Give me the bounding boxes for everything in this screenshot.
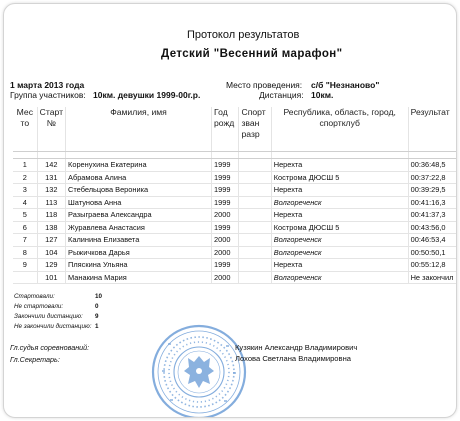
stat-value: 1 [95, 323, 99, 330]
cell-bib: 129 [37, 259, 65, 272]
cell-region: Волгореченск [271, 234, 408, 247]
cell-result: 00:46:53,4 [408, 234, 456, 247]
cell-rank [239, 171, 271, 184]
cell-year: 2000 [212, 234, 239, 247]
group-label: Группа участников: [10, 90, 86, 100]
stat-value: 9 [95, 313, 99, 320]
cell-name: Стебельцова Вероника [66, 184, 212, 197]
cell-place [13, 271, 37, 284]
stat-label: Стартовали: [14, 293, 55, 300]
event-name: Детский "Весенний марафон" [161, 48, 343, 60]
document-frame [3, 3, 457, 418]
cell-place: 8 [13, 246, 37, 259]
cell-result: 00:41:37,3 [408, 209, 456, 222]
cell-rank [239, 221, 271, 234]
cell-year: 1999 [212, 259, 239, 272]
venue-label: Место проведения: [226, 80, 303, 90]
cell-name: Журавлева Анастасия [66, 221, 212, 234]
cell-year: 1999 [212, 184, 239, 197]
cell-result: 00:55:12,8 [408, 259, 456, 272]
cell-region: Нерехта [271, 159, 408, 172]
cell-place: 4 [13, 196, 37, 209]
table-row [13, 159, 456, 172]
cell-place: 9 [13, 259, 37, 272]
cell-place: 7 [13, 234, 37, 247]
cell-bib: 132 [37, 184, 65, 197]
cell-place: 5 [13, 209, 37, 222]
cell-rank [239, 159, 271, 172]
table-row [13, 171, 456, 184]
stat-value: 0 [95, 303, 99, 310]
cell-name: Манакина Мария [66, 271, 212, 284]
cell-result: 00:37:22,8 [408, 171, 456, 184]
event-date: 1 марта 2013 года [10, 80, 85, 90]
stat-label: Закончили дистанцию: [14, 313, 83, 320]
table-row [13, 271, 456, 284]
cell-year: 2000 [212, 209, 239, 222]
cell-rank [239, 209, 271, 222]
col-header-region: Республика, область, город, спортклуб [271, 107, 408, 152]
cell-bib: 142 [37, 159, 65, 172]
cell-year: 1999 [212, 171, 239, 184]
cell-bib: 118 [37, 209, 65, 222]
cell-bib: 113 [37, 196, 65, 209]
cell-rank [239, 234, 271, 247]
cell-name: Рыжичкова Дарья [66, 246, 212, 259]
cell-name: Разыграева Александра [66, 209, 212, 222]
col-header-rank: Спорт зван разр [239, 107, 271, 152]
cell-year: 1999 [212, 196, 239, 209]
distance-label: Дистанция: [259, 90, 304, 100]
cell-name: Абрамова Алина [66, 171, 212, 184]
table-spacer-row [13, 152, 456, 159]
secretary-name: Лохова Светлана Владимировна [235, 354, 351, 363]
cell-region: Нерехта [271, 259, 408, 272]
table-header-row [13, 107, 456, 152]
stat-label: Не закончили дистанцию: [14, 323, 92, 330]
cell-place: 1 [13, 159, 37, 172]
cell-rank [239, 196, 271, 209]
table-row [13, 246, 456, 259]
cell-bib: 131 [37, 171, 65, 184]
cell-result: 00:36:48,5 [408, 159, 456, 172]
table-row [13, 184, 456, 197]
cell-result: Не закончил [408, 271, 456, 284]
seal-lettering [248, 323, 249, 324]
judge-name: Кузякин Александр Владимирович [235, 343, 358, 352]
cell-result: 00:41:16,3 [408, 196, 456, 209]
col-header-bib: Старт № [37, 107, 65, 152]
cell-region: Кострома ДЮСШ 5 [271, 221, 408, 234]
distance-value: 10км. [311, 90, 334, 100]
stat-value: 10 [95, 293, 103, 300]
cell-year: 2000 [212, 246, 239, 259]
cell-result: 00:50:50,1 [408, 246, 456, 259]
cell-region: Волгореченск [271, 196, 408, 209]
cell-region: Волгореченск [271, 271, 408, 284]
col-header-place: Мес то [13, 107, 37, 152]
col-header-result: Результат [408, 107, 456, 152]
seal-stamp-image [150, 323, 248, 418]
cell-place: 3 [13, 184, 37, 197]
table-row [13, 209, 456, 222]
cell-year: 1999 [212, 159, 239, 172]
col-header-name: Фамилия, имя [66, 107, 212, 152]
judge-label: Гл.судья соревнований: [10, 343, 90, 352]
cell-year: 1999 [212, 221, 239, 234]
results-sheet [4, 4, 456, 417]
cell-name: Шатунова Анна [66, 196, 212, 209]
document-title: Протокол результатов [187, 29, 300, 41]
cell-rank [239, 259, 271, 272]
table-row [13, 196, 456, 209]
venue-value: с/б "Незнаново" [311, 80, 380, 90]
group-value: 10км. девушки 1999-00г.р. [93, 90, 201, 100]
cell-bib: 138 [37, 221, 65, 234]
table-row [13, 259, 456, 272]
cell-result: 00:43:56,0 [408, 221, 456, 234]
cell-rank [239, 246, 271, 259]
cell-region: Волгореченск [271, 246, 408, 259]
cell-name: Коренухина Екатерина [66, 159, 212, 172]
cell-result: 00:39:29,5 [408, 184, 456, 197]
official-seal [150, 323, 248, 418]
cell-region: Нерехта [271, 209, 408, 222]
cell-name: Пляскина Ульяна [66, 259, 212, 272]
cell-place: 6 [13, 221, 37, 234]
cell-place: 2 [13, 171, 37, 184]
table-row [13, 234, 456, 247]
cell-rank [239, 271, 271, 284]
stat-label: Не стартовали: [14, 303, 64, 310]
col-header-year: Год рожд [212, 107, 239, 152]
table-row [13, 221, 456, 234]
cell-year: 2000 [212, 271, 239, 284]
cell-rank [239, 184, 271, 197]
secretary-label: Гл.Секретарь: [10, 355, 60, 364]
cell-name: Калинина Елизавета [66, 234, 212, 247]
cell-region: Кострома ДЮСШ 5 [271, 171, 408, 184]
cell-bib: 101 [37, 271, 65, 284]
cell-region: Нерехта [271, 184, 408, 197]
cell-bib: 127 [37, 234, 65, 247]
results-table [13, 107, 456, 284]
cell-bib: 104 [37, 246, 65, 259]
